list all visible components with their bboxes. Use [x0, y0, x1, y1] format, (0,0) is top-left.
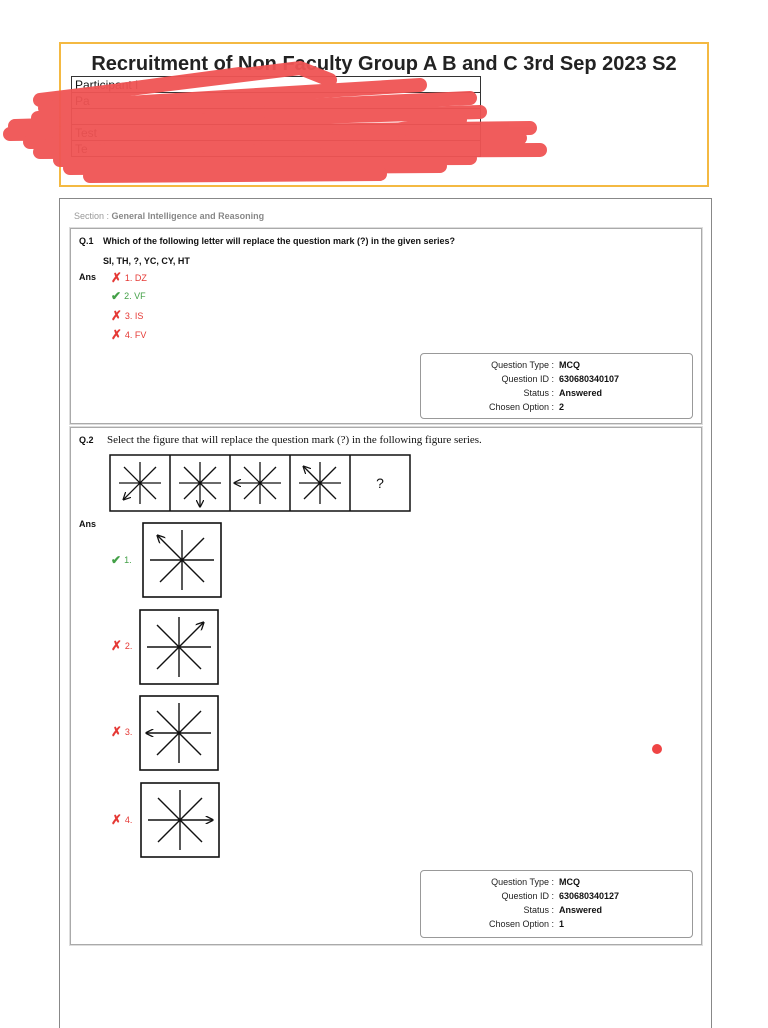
option-2: ✔ 2. VF — [111, 289, 146, 303]
option-4: ✗ 4. FV — [111, 327, 147, 342]
cross-icon: ✗ — [111, 812, 122, 827]
cross-icon: ✗ — [111, 270, 122, 285]
info-row: Test — [72, 125, 481, 141]
option-4: ✗ 4. — [111, 812, 133, 827]
answer-label: Ans — [79, 272, 97, 282]
series-figure-3 — [235, 462, 281, 504]
info-row: Pa — [72, 93, 481, 109]
question-id: 630680340107 — [559, 374, 620, 384]
series-figure-2 — [179, 462, 221, 506]
letter-series: SI, TH, ?, YC, CY, HT — [103, 256, 190, 266]
info-row: Participant I — [72, 77, 481, 93]
question-status: Answered — [559, 388, 603, 398]
series-figure-4 — [299, 462, 341, 504]
question-mark-cell: ? — [376, 475, 384, 491]
chosen-option: 2 — [559, 402, 565, 412]
section-label: Section : General Intelligence and Reasoning — [74, 211, 265, 221]
question-type: MCQ — [559, 360, 580, 370]
answer-label: Ans — [79, 519, 97, 529]
option-figure-3 — [139, 695, 219, 771]
question-meta: Question Type : MCQ Question ID : 630680340107 Status : Answered Chosen Option : 2 — [420, 353, 693, 419]
option-3: ✗ 3. — [111, 724, 133, 739]
question-number: Q.1 — [79, 236, 94, 246]
question-type: MCQ — [559, 877, 580, 887]
question-status: Answered — [559, 905, 603, 915]
question-id: 630680340127 — [559, 891, 620, 901]
red-dot-marker — [652, 744, 662, 754]
question-number: Q.2 — [79, 435, 94, 445]
series-figure-1 — [119, 462, 161, 504]
question-1 — [70, 228, 702, 424]
section-name: General Intelligence and Reasoning — [111, 211, 265, 221]
cross-icon: ✗ — [111, 308, 122, 323]
option-figure-4 — [140, 782, 220, 858]
cross-icon: ✗ — [111, 327, 122, 342]
option-figure-1 — [142, 522, 222, 598]
option-1: ✔ 1. — [111, 553, 132, 567]
redaction-scribble — [0, 0, 768, 200]
question-meta: Question Type : MCQ Question ID : 630680340127 Status : Answered Chosen Option : 1 — [420, 870, 693, 938]
option-2: ✗ 2. — [111, 638, 133, 653]
option-figure-2 — [139, 609, 219, 685]
chosen-option: 1 — [559, 919, 565, 929]
figure-series — [109, 454, 411, 512]
cross-icon: ✗ — [111, 638, 122, 653]
check-icon: ✔ — [111, 289, 122, 303]
cross-icon: ✗ — [111, 724, 122, 739]
question-text: Select the figure that will replace the question mark (?) in the following figure series. — [107, 434, 482, 446]
page-title: Recruitment of Non Faculty Group A B and C 3rd Sep 2023 S2 — [91, 53, 677, 75]
info-row: Te — [72, 141, 481, 157]
option-1: ✗ 1. DZ — [111, 270, 147, 285]
option-3: ✗ 3. IS — [111, 308, 144, 323]
check-icon: ✔ — [111, 553, 122, 567]
question-text: Which of the following letter will replace the question mark (?) in the given series? — [103, 236, 456, 246]
